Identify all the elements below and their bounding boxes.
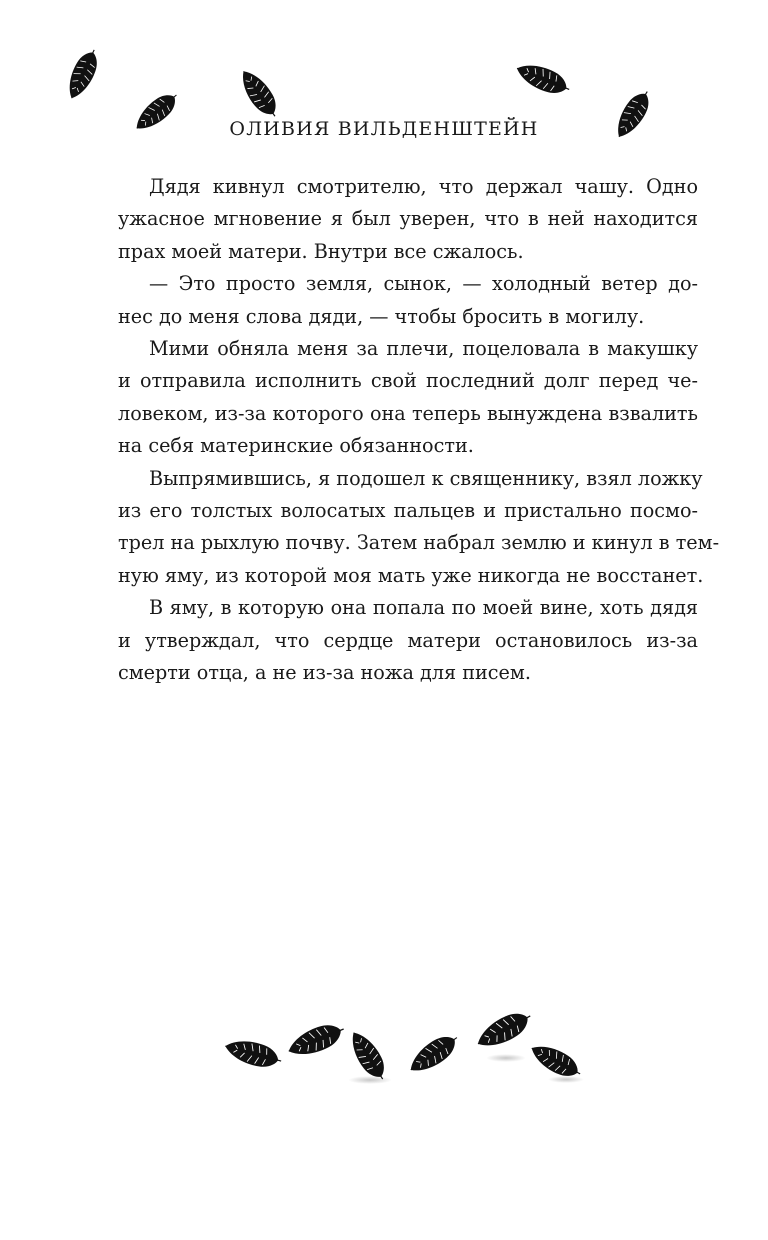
text-line: ную яму, из которой моя мать уже никогда не восстанет.: [118, 563, 704, 587]
paragraph: [118, 463, 720, 593]
feather-icon: [226, 60, 290, 124]
text-line: нес до меня слова дяди, — чтобы бросить в могилу.: [118, 304, 645, 328]
body-text: [118, 171, 720, 690]
text-line: — Это просто земля, сынок, — холодный ветер до-: [149, 272, 698, 296]
text-line: прах моей матери. Внутри все сжалось.: [118, 239, 524, 263]
paragraph: [118, 592, 698, 689]
text-line: и отправила исполнить свой последний долг перед че-: [118, 369, 698, 393]
feather-icon: [508, 50, 574, 106]
text-line: Дядя кивнул смотрителю, что держал чашу. Одно: [149, 175, 698, 198]
text-line: ловеком, из-за которого она теперь вынуждена взвалить: [118, 401, 698, 425]
text-line: из его толстых волосатых пальцев и пристально посмо-: [118, 499, 698, 523]
feather-icon: [402, 1030, 462, 1080]
running-header-author: ОЛИВИЯ ВИЛЬДЕНШТЕЙН: [229, 118, 539, 140]
feather-icon: [282, 1018, 346, 1064]
text-line: трел на рыхлую почву. Затем набрал землю и кинул в тем-: [118, 531, 720, 555]
paragraph: [118, 333, 698, 463]
text-line: Мими обняла меня за плечи, поцеловала в макушку: [149, 337, 698, 361]
text-line: на себя материнские обязанности.: [118, 434, 474, 458]
text-line: смерти отца, а не из-за ножа для писем.: [118, 661, 531, 685]
text-line: ужасное мгновение я был уверен, что в ней находится: [118, 207, 698, 231]
feather-icon: [52, 46, 112, 106]
feather-icon: [340, 1024, 394, 1084]
paragraph: [118, 268, 698, 333]
feather-icon: [220, 1030, 282, 1076]
text-line: Выпрямившись, я подошел к священнику, взял ложку: [149, 466, 703, 490]
text-line: В яму, в которую она попала по моей вине, хоть дядя: [149, 596, 698, 620]
paragraph: [118, 171, 698, 268]
text-line: и утверждал, что сердце матери остановилось из-за: [118, 628, 698, 652]
feather-icon: [524, 1038, 584, 1082]
feather-shadow: [486, 1054, 526, 1062]
